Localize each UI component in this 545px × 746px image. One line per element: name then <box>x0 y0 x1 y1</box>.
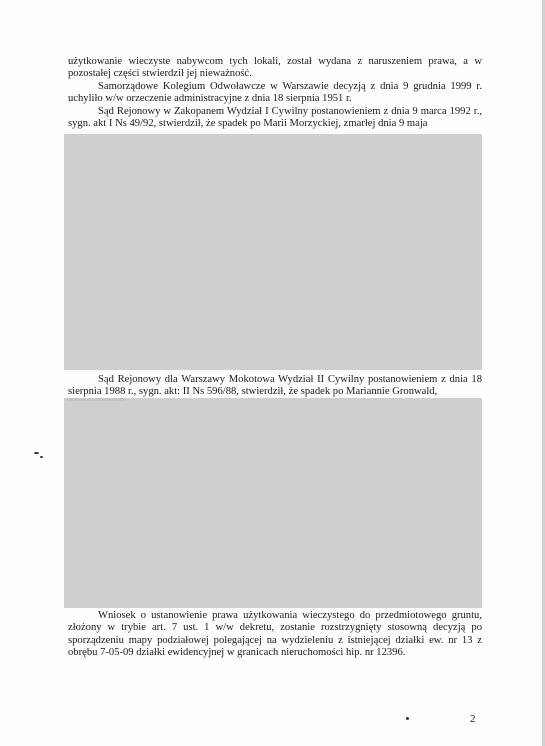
ghost-text-line <box>66 398 126 401</box>
redaction-block-2 <box>64 398 482 608</box>
paragraph-1: użytkowanie wieczyste nabywcom tych lokali, został wydana z naruszeniem prawa, a w pozostałej części stwierdził jej nieważność. <box>68 56 482 80</box>
scan-speck <box>40 456 43 458</box>
paragraph-3: Sąd Rejonowy w Zakopanem Wydział I Cywilny postanowieniem z dnia 9 marca 1992 r., sygn. akt I Ns 49/92, stwierdził, że spadek po Marii Morzyckiej, zmarłej dnia 9 maja <box>68 106 482 130</box>
paragraph-5: Wniosek o ustanowienie prawa użytkowania wieczystego do przedmiotowego gruntu, złożony w trybie art. 7 ust. 1 w/w dekretu, zostanie rozstrzygnięty stosowną decyzją po sporządzeniu mapy podziałowej polegającej na wydzieleniu z istniejącej działki ew. nr 13 z obrębu 7-05-09 działki ewidencyjnej w granicach nieruchomości hip. nr 12396. <box>68 610 482 659</box>
paragraph-4: Sąd Rejonowy dla Warszawy Mokotowa Wydział II Cywilny postanowieniem z dnia 18 sierpnia 1988 r., sygn. akt: II Ns 596/88, stwierdził, że spadek po Mariannie Gronwald, <box>68 374 482 398</box>
scan-speck <box>406 717 409 720</box>
scan-speck <box>34 452 39 454</box>
paragraph-2: Samorządowe Kolegium Odwoławcze w Warszawie decyzją z dnia 9 grudnia 1999 r. uchyliło w/w orzeczenie administracyjne z dnia 18 sierpnia 1951 r. <box>68 81 482 105</box>
redaction-block-1 <box>64 134 482 370</box>
page-number: 2 <box>470 713 476 725</box>
